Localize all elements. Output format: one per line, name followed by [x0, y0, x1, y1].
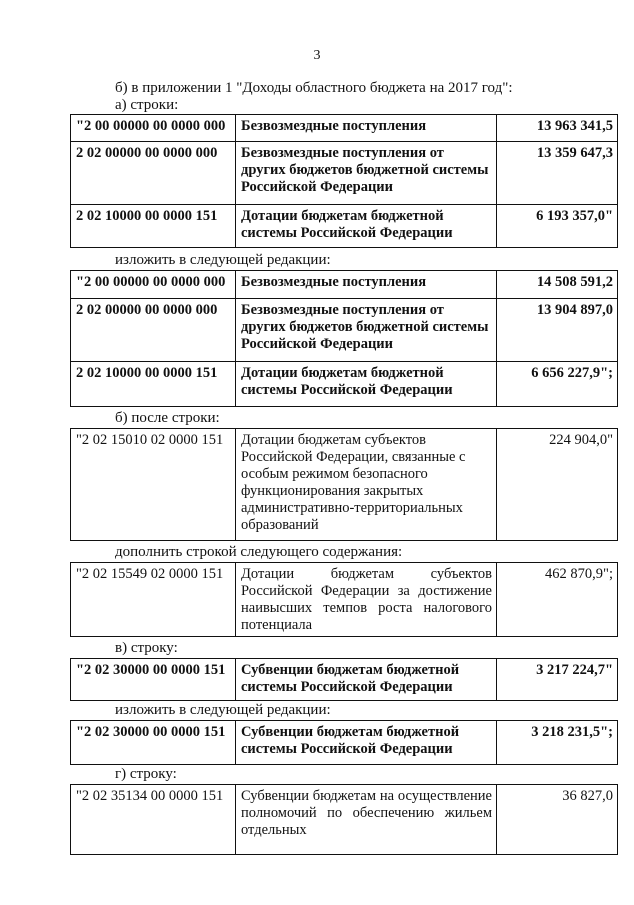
row-name: Субвенции бюджетам на осуществление полномочий по обеспечению жильем отдельных	[236, 785, 497, 855]
row-code: "2 02 15549 02 0000 151	[71, 563, 236, 637]
row-name: Дотации бюджетам бюджетной системы Российской Федерации	[236, 205, 497, 248]
row-value: 13 359 647,3	[497, 142, 618, 205]
income-table-old	[70, 114, 618, 248]
row-value: 3 217 224,7"	[497, 659, 618, 701]
income-table-after	[70, 428, 618, 541]
row-code: 2 02 00000 00 0000 000	[71, 142, 236, 205]
section-lead: изложить в следующей редакции:	[115, 252, 331, 268]
income-table-added	[70, 562, 618, 637]
subvention-table-old	[70, 658, 618, 701]
table-row	[71, 563, 618, 637]
page-number: 3	[313, 48, 321, 63]
row-code: "2 00 00000 00 0000 000	[71, 115, 236, 142]
row-name: Безвозмездные поступления от других бюджетов бюджетной системы Российской Федерации	[236, 299, 497, 362]
section-lead: б) после строки:	[115, 410, 220, 426]
row-value: 462 870,9";	[497, 563, 618, 637]
table-row	[71, 271, 618, 299]
row-value: 6 656 227,9";	[497, 362, 618, 407]
row-code: "2 02 30000 00 0000 151	[71, 659, 236, 701]
row-name: Субвенции бюджетам бюджетной системы Российской Федерации	[236, 659, 497, 701]
row-code: 2 02 10000 00 0000 151	[71, 362, 236, 407]
row-code: "2 00 00000 00 0000 000	[71, 271, 236, 299]
row-value: 224 904,0"	[497, 429, 618, 541]
intro-line: б) в приложении 1 "Доходы областного бюджета на 2017 год":	[115, 80, 513, 96]
row-name: Безвозмездные поступления	[236, 115, 497, 142]
table-row	[71, 115, 618, 142]
section-lead: дополнить строкой следующего содержания:	[115, 544, 403, 560]
row-code: "2 02 15010 02 0000 151	[71, 429, 236, 541]
row-code: 2 02 00000 00 0000 000	[71, 299, 236, 362]
row-value: 13 963 341,5	[497, 115, 618, 142]
row-name: Дотации бюджетам субъектов Российской Федерации за достижение наивысших темпов роста налогового потенциала	[236, 563, 497, 637]
income-table-new	[70, 270, 618, 407]
row-value: 6 193 357,0"	[497, 205, 618, 248]
row-value: 14 508 591,2	[497, 271, 618, 299]
row-code: 2 02 10000 00 0000 151	[71, 205, 236, 248]
subvention-table-g	[70, 784, 618, 855]
table-row	[71, 785, 618, 855]
row-name: Безвозмездные поступления от других бюджетов бюджетной системы Российской Федерации	[236, 142, 497, 205]
table-row	[71, 721, 618, 765]
section-lead: изложить в следующей редакции:	[115, 702, 331, 718]
row-value: 3 218 231,5";	[497, 721, 618, 765]
subvention-table-new	[70, 720, 618, 765]
section-lead: в) строку:	[115, 640, 178, 656]
section-lead: а) строки:	[115, 97, 179, 113]
table-row	[71, 205, 618, 248]
row-code: "2 02 35134 00 0000 151	[71, 785, 236, 855]
row-code: "2 02 30000 00 0000 151	[71, 721, 236, 765]
row-value: 13 904 897,0	[497, 299, 618, 362]
row-name: Субвенции бюджетам бюджетной системы Российской Федерации	[236, 721, 497, 765]
row-name: Безвозмездные поступления	[236, 271, 497, 299]
table-row	[71, 659, 618, 701]
table-row	[71, 429, 618, 541]
table-row	[71, 299, 618, 362]
table-row	[71, 362, 618, 407]
row-name: Дотации бюджетам бюджетной системы Российской Федерации	[236, 362, 497, 407]
section-lead: г) строку:	[115, 766, 177, 782]
table-row	[71, 142, 618, 205]
row-name: Дотации бюджетам субъектов Российской Федерации, связанные с особым режимом безопасного функционирования закрытых административно-территориальных образований	[236, 429, 497, 541]
row-value: 36 827,0	[497, 785, 618, 855]
